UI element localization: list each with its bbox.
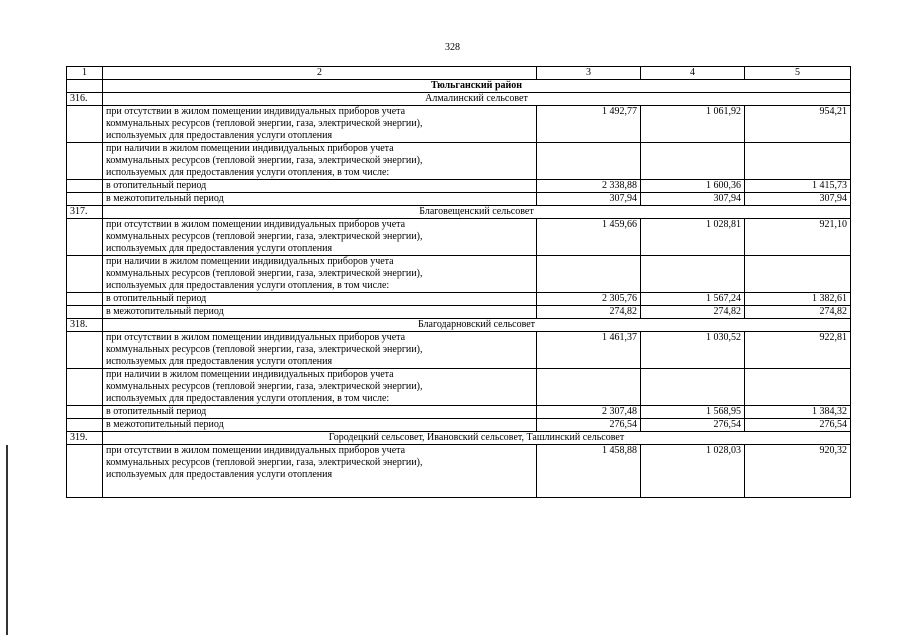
value-c3: 307,94 — [537, 193, 641, 206]
scan-edge-bar — [6, 445, 8, 635]
section-name: Благовещенский сельсовет — [103, 206, 851, 219]
description-line: при отсутствии в жилом помещении индивидуальных приборов учета — [106, 332, 406, 343]
section-number: 317. — [67, 206, 103, 219]
value-c4: 1 568,95 — [641, 406, 745, 419]
value-c5 — [745, 143, 851, 180]
empty-number-cell — [67, 143, 103, 180]
table-row — [67, 219, 851, 256]
value-c3: 2 305,76 — [537, 293, 641, 306]
description-line: коммунальных ресурсов (тепловой энергии, газа, электрической энергии), — [106, 231, 423, 242]
description-line: используемых для предоставления услуги отопления, в том числе: — [106, 393, 390, 404]
value-c3: 2 338,88 — [537, 180, 641, 193]
table-row — [67, 419, 851, 432]
table-row — [67, 306, 851, 319]
value-c4: 1 061,92 — [641, 106, 745, 143]
value-c3 — [537, 256, 641, 293]
description-line: при наличии в жилом помещении индивидуальных приборов учета — [106, 369, 394, 380]
description-line: коммунальных ресурсов (тепловой энергии, газа, электрической энергии), — [106, 381, 423, 392]
empty-number-cell — [67, 219, 103, 256]
value-c3: 1 492,77 — [537, 106, 641, 143]
row-description — [103, 256, 537, 293]
value-c5: 954,21 — [745, 106, 851, 143]
column-header: 4 — [641, 67, 745, 80]
value-c3 — [537, 369, 641, 406]
tariff-table — [66, 66, 851, 498]
row-description — [103, 419, 537, 432]
section-name: Алмалинский сельсовет — [103, 93, 851, 106]
description-line: в отопительный период — [106, 406, 207, 417]
value-c5: 1 415,73 — [745, 180, 851, 193]
value-c4: 1 028,03 — [641, 445, 745, 498]
value-c4: 274,82 — [641, 306, 745, 319]
description-line: при наличии в жилом помещении индивидуальных приборов учета — [106, 256, 394, 267]
description-line: в отопительный период — [106, 293, 207, 304]
value-c5: 274,82 — [745, 306, 851, 319]
value-c5 — [745, 256, 851, 293]
table-row — [67, 332, 851, 369]
row-description — [103, 193, 537, 206]
table-row — [67, 445, 851, 498]
table-row — [67, 256, 851, 293]
empty-number-cell — [67, 406, 103, 419]
column-header: 5 — [745, 67, 851, 80]
description-line: используемых для предоставления услуги отопления, в том числе: — [106, 167, 390, 178]
empty-number-cell — [67, 419, 103, 432]
column-header: 2 — [103, 67, 537, 80]
row-description — [103, 219, 537, 256]
empty-number-cell — [67, 332, 103, 369]
section-number: 316. — [67, 93, 103, 106]
column-header-row — [67, 67, 851, 80]
row-description — [103, 293, 537, 306]
value-c5: 920,32 — [745, 445, 851, 498]
empty-number-cell — [67, 293, 103, 306]
value-c5: 922,81 — [745, 332, 851, 369]
column-header: 3 — [537, 67, 641, 80]
value-c4 — [641, 369, 745, 406]
description-line: коммунальных ресурсов (тепловой энергии, газа, электрической энергии), — [106, 155, 423, 166]
empty-number-cell — [67, 306, 103, 319]
description-line: при наличии в жилом помещении индивидуальных приборов учета — [106, 143, 394, 154]
value-c3: 1 458,88 — [537, 445, 641, 498]
section-name: Благодарновский сельсовет — [103, 319, 851, 332]
section-header-row — [67, 93, 851, 106]
value-c3: 2 307,48 — [537, 406, 641, 419]
section-number: 319. — [67, 432, 103, 445]
section-number: 318. — [67, 319, 103, 332]
value-c4 — [641, 143, 745, 180]
value-c3: 1 459,66 — [537, 219, 641, 256]
empty-number-cell — [67, 106, 103, 143]
description-line: в межотопительный период — [106, 419, 224, 430]
description-line: в межотопительный период — [106, 193, 224, 204]
description-line: коммунальных ресурсов (тепловой энергии, газа, электрической энергии), — [106, 268, 423, 279]
district-title: Тюльганский район — [103, 80, 851, 93]
description-line: коммунальных ресурсов (тепловой энергии, газа, электрической энергии), — [106, 344, 423, 355]
value-c4: 307,94 — [641, 193, 745, 206]
table-row — [67, 180, 851, 193]
description-line: при отсутствии в жилом помещении индивидуальных приборов учета — [106, 219, 406, 230]
value-c4: 1 028,81 — [641, 219, 745, 256]
value-c5: 307,94 — [745, 193, 851, 206]
section-header-row — [67, 206, 851, 219]
empty-number-cell — [67, 256, 103, 293]
page-number: 328 — [445, 42, 460, 53]
table-row — [67, 406, 851, 419]
section-header-row — [67, 319, 851, 332]
value-c5: 1 384,32 — [745, 406, 851, 419]
row-description — [103, 143, 537, 180]
value-c4: 1 600,36 — [641, 180, 745, 193]
description-line: при отсутствии в жилом помещении индивидуальных приборов учета — [106, 106, 406, 117]
table-row — [67, 143, 851, 180]
description-line: используемых для предоставления услуги отопления, в том числе: — [106, 280, 390, 291]
description-line: коммунальных ресурсов (тепловой энергии, газа, электрической энергии), — [106, 118, 423, 129]
column-header: 1 — [67, 67, 103, 80]
row-description — [103, 180, 537, 193]
empty-number-cell — [67, 445, 103, 498]
table-row — [67, 293, 851, 306]
row-description — [103, 406, 537, 419]
value-c5 — [745, 369, 851, 406]
value-c4 — [641, 256, 745, 293]
row-description — [103, 332, 537, 369]
value-c3 — [537, 143, 641, 180]
empty-number-cell — [67, 193, 103, 206]
value-c4: 1 030,52 — [641, 332, 745, 369]
table-row — [67, 106, 851, 143]
value-c3: 1 461,37 — [537, 332, 641, 369]
row-description — [103, 369, 537, 406]
value-c3: 274,82 — [537, 306, 641, 319]
description-line: в отопительный период — [106, 180, 207, 191]
description-line: используемых для предоставления услуги отопления — [106, 356, 333, 367]
value-c4: 276,54 — [641, 419, 745, 432]
empty-number-cell — [67, 180, 103, 193]
description-line: используемых для предоставления услуги отопления — [106, 130, 333, 141]
row-description — [103, 106, 537, 143]
table-row — [67, 193, 851, 206]
section-name: Городецкий сельсовет, Ивановский сельсовет, Ташлинский сельсовет — [103, 432, 851, 445]
value-c4: 1 567,24 — [641, 293, 745, 306]
description-line: используемых для предоставления услуги отопления — [106, 243, 333, 254]
row-description — [103, 306, 537, 319]
value-c5: 276,54 — [745, 419, 851, 432]
description-line: используемых для предоставления услуги отопления — [106, 469, 333, 480]
row-description — [103, 445, 537, 498]
value-c5: 1 382,61 — [745, 293, 851, 306]
description-line: коммунальных ресурсов (тепловой энергии, газа, электрической энергии), — [106, 457, 423, 468]
table-row — [67, 369, 851, 406]
section-header-row — [67, 432, 851, 445]
district-row — [67, 80, 851, 93]
value-c3: 276,54 — [537, 419, 641, 432]
description-line: при отсутствии в жилом помещении индивидуальных приборов учета — [106, 445, 406, 456]
description-line: в межотопительный период — [106, 306, 224, 317]
empty-number-cell — [67, 369, 103, 406]
value-c5: 921,10 — [745, 219, 851, 256]
